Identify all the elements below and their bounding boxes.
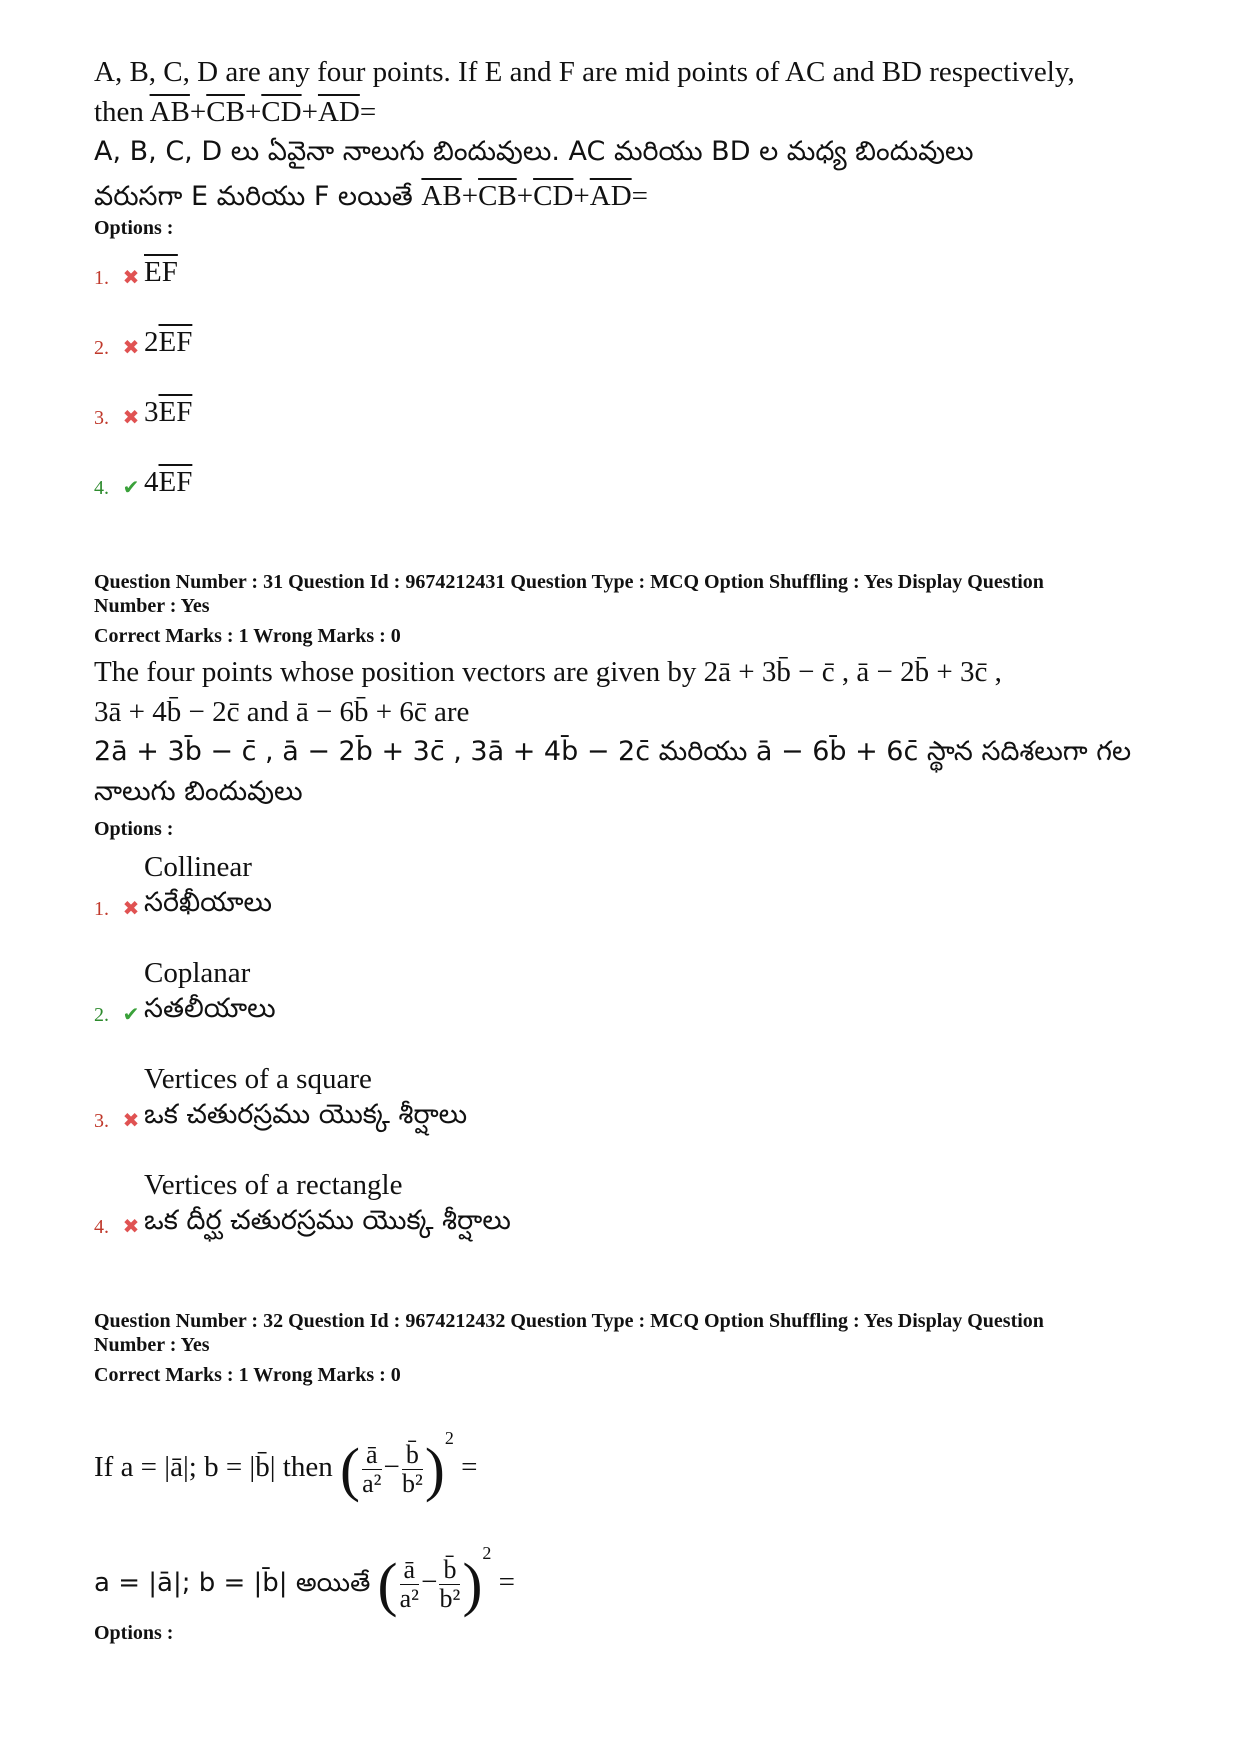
q31-te-line2: నాలుగు బిందువులు (94, 776, 303, 807)
plus: + (244, 96, 262, 128)
vec-ab: $\overline{AB}$ (149, 96, 190, 128)
q30-option-2[interactable] (94, 324, 1154, 360)
coef: 4 (144, 466, 159, 498)
q32-meta-line2: Number : Yes (94, 1334, 210, 1356)
q32-en-formula (94, 1403, 1154, 1502)
q31-options-label: Options : (94, 818, 174, 840)
left-paren: ( (339, 1436, 360, 1503)
right-paren: ) (424, 1436, 445, 1503)
plus: + (301, 96, 318, 128)
q30-then: then (94, 96, 144, 128)
q30-option-1[interactable] (94, 254, 1154, 290)
vec-ef: $\overline{EF}$ (144, 256, 178, 288)
vec-ef: $\overline{EF}$ (158, 466, 193, 498)
option-text (144, 1061, 467, 1133)
frac-a-num: ā (362, 1441, 382, 1470)
cross-icon: ✖ (122, 898, 140, 920)
frac-a-den: a² (399, 1583, 419, 1613)
option-text (144, 254, 178, 290)
minus: − (421, 1566, 438, 1598)
q32-block (94, 1309, 1154, 1645)
equals: = (631, 180, 649, 212)
page (94, 52, 1154, 1645)
vec-cd: $\overline{CD}$ (261, 96, 302, 128)
q30-block (94, 52, 1154, 500)
option-text (144, 1167, 511, 1239)
option-text (144, 394, 192, 430)
q31-marks: Correct Marks : 1 Wrong Marks : 0 (94, 625, 401, 647)
q30-te-vec-expr (421, 180, 648, 212)
cross-icon: ✖ (122, 1216, 140, 1238)
q30-en-line2 (94, 92, 1154, 132)
plus: + (461, 180, 479, 212)
option-te: సతలీయాలు (144, 993, 276, 1024)
option-te: సరేఖీయాలు (144, 887, 273, 918)
frac-b-num: b̄ (402, 1441, 423, 1470)
q30-en-line1: A, B, C, D are any four points. If E and F are mid points of AC and BD respectively, (94, 56, 1075, 88)
q31-option-1[interactable] (94, 849, 1154, 921)
frac-a (362, 1441, 382, 1498)
check-icon: ✔ (122, 477, 140, 499)
equals: = (359, 96, 377, 128)
equals: = (461, 1451, 478, 1483)
q31-option-2[interactable] (94, 955, 1154, 1027)
q30-option-4[interactable] (94, 464, 1154, 500)
option-number: 2. (94, 1004, 109, 1026)
option-en: Vertices of a rectangle (144, 1169, 403, 1201)
option-text (144, 955, 276, 1027)
q31-meta-line2: Number : Yes (94, 595, 210, 617)
q31-en-line2: 3ā + 4b̄ − 2c̄ and ā − 6b̄ + 6c̄ are (94, 696, 470, 728)
frac-a (400, 1556, 420, 1613)
vec-ad: $\overline{AD}$ (589, 180, 632, 212)
option-text (144, 324, 192, 360)
q32-options-label: Options : (94, 1622, 174, 1644)
right-paren: ) (462, 1551, 483, 1618)
frac-b-den: b² (401, 1468, 423, 1498)
power: 2 (482, 1543, 492, 1563)
cross-icon: ✖ (122, 267, 140, 289)
vec-cd: $\overline{CD}$ (533, 180, 574, 212)
coef: 3 (144, 396, 159, 428)
q31-en-line1: The four points whose position vectors are given by 2ā + 3b̄ − c̄ , ā − 2b̄ + 3c̄ , (94, 656, 1002, 688)
option-te: ఒక దీర్ఘ చతురస్రము యొక్క శీర్షాలు (144, 1205, 511, 1236)
option-en: Collinear (144, 851, 252, 883)
coef: 2 (144, 326, 159, 358)
option-text (144, 849, 272, 921)
plus: + (516, 180, 534, 212)
vec-ef: $\overline{EF}$ (158, 396, 193, 428)
q32-meta-line1: Question Number : 32 Question Id : 9674212432 Question Type : MCQ Option Shuffling : Yes Display Question (94, 1310, 1044, 1332)
cross-icon: ✖ (122, 1110, 140, 1132)
option-en: Coplanar (144, 957, 251, 989)
plus: + (573, 180, 590, 212)
option-text (144, 464, 192, 500)
vec-cb: $\overline{CB}$ (206, 96, 245, 128)
frac-b-num: b̄ (439, 1556, 460, 1585)
frac-a-den: a² (362, 1468, 382, 1498)
option-number: 3. (94, 1110, 109, 1132)
frac-b (439, 1556, 460, 1613)
q31-meta-line1: Question Number : 31 Question Id : 9674212431 Question Type : MCQ Option Shuffling : Yes Display Question (94, 571, 1044, 593)
power: 2 (444, 1428, 454, 1448)
q32-marks: Correct Marks : 1 Wrong Marks : 0 (94, 1364, 401, 1386)
cross-icon: ✖ (122, 337, 140, 359)
q30-te-line2 (94, 176, 1154, 217)
q32-en-prefix: If a = |ā|; b = |b̄| then (94, 1451, 333, 1483)
option-number: 2. (94, 337, 109, 359)
vec-cb: $\overline{CB}$ (478, 180, 517, 212)
option-number: 3. (94, 407, 109, 429)
q30-options-label: Options : (94, 217, 174, 239)
frac-a-num: ā (400, 1556, 420, 1585)
q31-block (94, 570, 1154, 1239)
check-icon: ✔ (122, 1004, 140, 1026)
vec-ef: $\overline{EF}$ (158, 326, 193, 358)
equals: = (498, 1566, 516, 1598)
frac-b-den: b² (439, 1583, 461, 1613)
cross-icon: ✖ (122, 407, 140, 429)
q30-te-prefix: వరుసగా E మరియు F లయితే (94, 181, 413, 212)
vec-ab: $\overline{AB}$ (421, 180, 462, 212)
q30-vec-expr (150, 96, 377, 128)
option-number: 1. (94, 267, 109, 289)
q32-te-prefix: a = |ā|; b = |b̄| అయితే (94, 1568, 371, 1598)
frac-b (402, 1441, 423, 1498)
q32-te-formula (94, 1518, 1154, 1618)
q30-option-3[interactable] (94, 394, 1154, 430)
q31-option-4[interactable] (94, 1167, 1154, 1239)
option-te: ఒక చతురస్రము యొక్క శీర్షాలు (144, 1099, 468, 1130)
minus: − (383, 1451, 400, 1483)
option-en: Vertices of a square (144, 1063, 372, 1095)
left-paren: ( (377, 1551, 398, 1618)
q31-option-3[interactable] (94, 1061, 1154, 1133)
option-number: 1. (94, 898, 109, 920)
option-number: 4. (94, 1216, 109, 1238)
plus: + (189, 96, 207, 128)
q30-te-line1: A, B, C, D లు ఏవైనా నాలుగు బిందువులు. AC మరియు BD ల మధ్య బిందువులు (94, 136, 974, 167)
q31-te-line1: 2ā + 3b̄ − c̄ , ā − 2b̄ + 3c̄ , 3ā + 4b̄ − 2c̄ మరియు ā − 6b̄ + 6c̄ స్థాన సదిశలుగా గల (94, 736, 1132, 767)
vec-ad: $\overline{AD}$ (317, 96, 360, 128)
option-number: 4. (94, 477, 109, 499)
